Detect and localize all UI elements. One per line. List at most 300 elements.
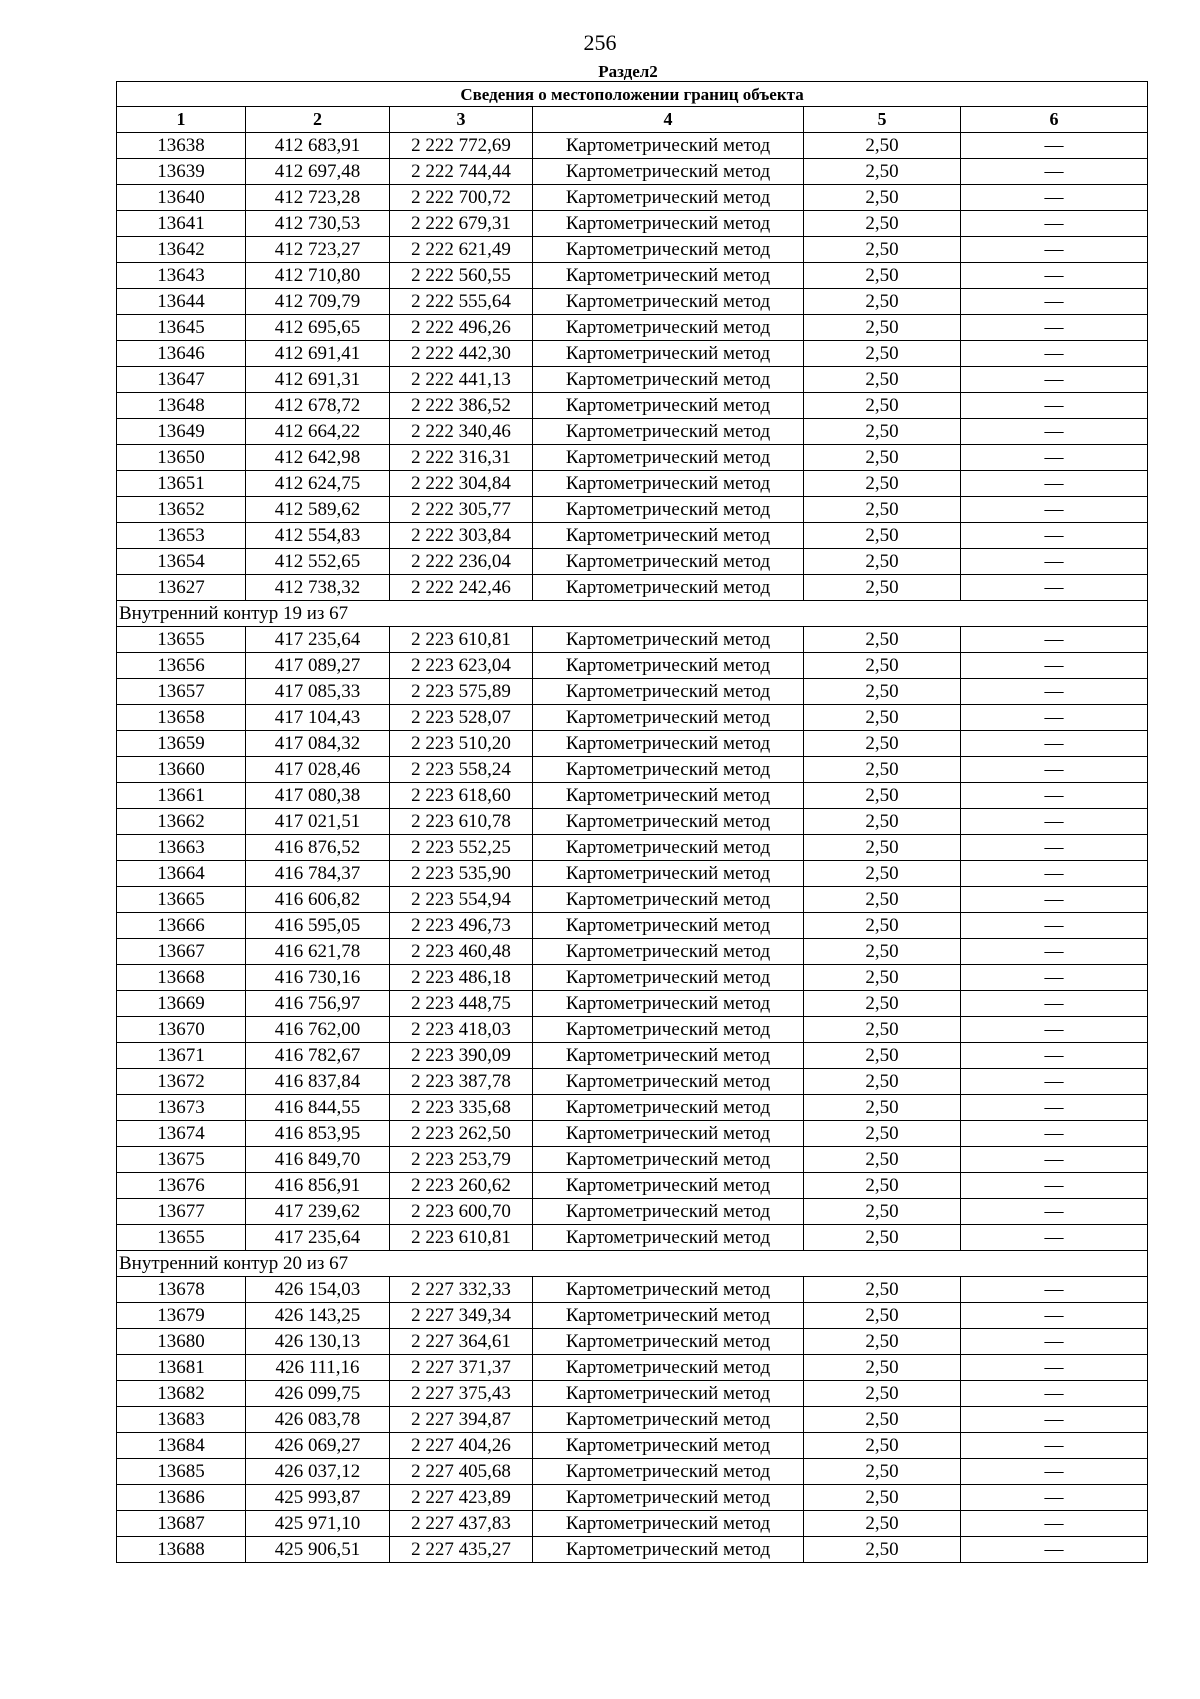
table-row — [117, 1017, 1148, 1043]
x-coordinate-cell: 416 784,37 — [246, 861, 390, 887]
accuracy-cell: 2,50 — [804, 1381, 961, 1407]
y-coordinate-cell: 2 223 528,07 — [390, 705, 533, 731]
point-number-cell: 13639 — [117, 159, 246, 185]
accuracy-cell: 2,50 — [804, 1095, 961, 1121]
method-cell: Картометрический метод — [533, 861, 804, 887]
table-row — [117, 1147, 1148, 1173]
table-row — [117, 1485, 1148, 1511]
method-cell: Картометрический метод — [533, 523, 804, 549]
description-cell: — — [961, 1121, 1148, 1147]
x-coordinate-cell: 426 083,78 — [246, 1407, 390, 1433]
method-cell: Картометрический метод — [533, 1121, 804, 1147]
point-number-cell: 13658 — [117, 705, 246, 731]
method-cell: Картометрический метод — [533, 939, 804, 965]
table-row — [117, 731, 1148, 757]
method-cell: Картометрический метод — [533, 1069, 804, 1095]
accuracy-cell: 2,50 — [804, 367, 961, 393]
description-cell: — — [961, 133, 1148, 159]
description-cell: — — [961, 575, 1148, 601]
y-coordinate-cell: 2 223 448,75 — [390, 991, 533, 1017]
method-cell: Картометрический метод — [533, 1485, 804, 1511]
y-coordinate-cell: 2 222 560,55 — [390, 263, 533, 289]
description-cell: — — [961, 471, 1148, 497]
y-coordinate-cell: 2 227 435,27 — [390, 1537, 533, 1563]
accuracy-cell: 2,50 — [804, 991, 961, 1017]
description-cell: — — [961, 809, 1148, 835]
method-cell: Картометрический метод — [533, 289, 804, 315]
accuracy-cell: 2,50 — [804, 185, 961, 211]
y-coordinate-cell: 2 227 364,61 — [390, 1329, 533, 1355]
y-coordinate-cell: 2 223 510,20 — [390, 731, 533, 757]
method-cell: Картометрический метод — [533, 1173, 804, 1199]
table-row — [117, 1433, 1148, 1459]
accuracy-cell: 2,50 — [804, 1537, 961, 1563]
method-cell: Картометрический метод — [533, 757, 804, 783]
x-coordinate-cell: 425 906,51 — [246, 1537, 390, 1563]
point-number-cell: 13674 — [117, 1121, 246, 1147]
description-cell: — — [961, 757, 1148, 783]
table-row — [117, 913, 1148, 939]
table-row — [117, 315, 1148, 341]
point-number-cell: 13646 — [117, 341, 246, 367]
point-number-cell: 13661 — [117, 783, 246, 809]
method-cell: Картометрический метод — [533, 679, 804, 705]
y-coordinate-cell: 2 223 335,68 — [390, 1095, 533, 1121]
description-cell: — — [961, 835, 1148, 861]
table-row — [117, 1329, 1148, 1355]
x-coordinate-cell: 412 730,53 — [246, 211, 390, 237]
table-row — [117, 757, 1148, 783]
point-number-cell: 13679 — [117, 1303, 246, 1329]
x-coordinate-cell: 412 664,22 — [246, 419, 390, 445]
description-cell: — — [961, 419, 1148, 445]
point-number-cell: 13641 — [117, 211, 246, 237]
point-number-cell: 13685 — [117, 1459, 246, 1485]
x-coordinate-cell: 417 089,27 — [246, 653, 390, 679]
column-header: 6 — [961, 107, 1148, 133]
description-cell: — — [961, 991, 1148, 1017]
table-row — [117, 1537, 1148, 1563]
x-coordinate-cell: 412 691,31 — [246, 367, 390, 393]
method-cell: Картометрический метод — [533, 549, 804, 575]
description-cell: — — [961, 1017, 1148, 1043]
y-coordinate-cell: 2 223 387,78 — [390, 1069, 533, 1095]
method-cell: Картометрический метод — [533, 1199, 804, 1225]
point-number-cell: 13627 — [117, 575, 246, 601]
y-coordinate-cell: 2 223 575,89 — [390, 679, 533, 705]
y-coordinate-cell: 2 223 253,79 — [390, 1147, 533, 1173]
y-coordinate-cell: 2 222 496,26 — [390, 315, 533, 341]
point-number-cell: 13642 — [117, 237, 246, 263]
method-cell: Картометрический метод — [533, 1147, 804, 1173]
accuracy-cell: 2,50 — [804, 913, 961, 939]
x-coordinate-cell: 412 723,27 — [246, 237, 390, 263]
point-number-cell: 13650 — [117, 445, 246, 471]
x-coordinate-cell: 412 710,80 — [246, 263, 390, 289]
method-cell: Картометрический метод — [533, 1407, 804, 1433]
table-row — [117, 887, 1148, 913]
y-coordinate-cell: 2 222 442,30 — [390, 341, 533, 367]
table-row — [117, 497, 1148, 523]
accuracy-cell: 2,50 — [804, 1069, 961, 1095]
table-row — [117, 393, 1148, 419]
point-number-cell: 13675 — [117, 1147, 246, 1173]
y-coordinate-cell: 2 227 371,37 — [390, 1355, 533, 1381]
point-number-cell: 13648 — [117, 393, 246, 419]
description-cell: — — [961, 1407, 1148, 1433]
point-number-cell: 13645 — [117, 315, 246, 341]
y-coordinate-cell: 2 222 679,31 — [390, 211, 533, 237]
method-cell: Картометрический метод — [533, 315, 804, 341]
x-coordinate-cell: 416 606,82 — [246, 887, 390, 913]
description-cell: — — [961, 1069, 1148, 1095]
table-row — [117, 523, 1148, 549]
description-cell: — — [961, 445, 1148, 471]
accuracy-cell: 2,50 — [804, 1043, 961, 1069]
accuracy-cell: 2,50 — [804, 1459, 961, 1485]
x-coordinate-cell: 417 085,33 — [246, 679, 390, 705]
point-number-cell: 13647 — [117, 367, 246, 393]
accuracy-cell: 2,50 — [804, 393, 961, 419]
table-row — [117, 1277, 1148, 1303]
x-coordinate-cell: 412 642,98 — [246, 445, 390, 471]
method-cell: Картометрический метод — [533, 1303, 804, 1329]
table-row — [117, 263, 1148, 289]
description-cell: — — [961, 1043, 1148, 1069]
description-cell: — — [961, 1225, 1148, 1251]
description-cell: — — [961, 289, 1148, 315]
description-cell: — — [961, 393, 1148, 419]
table-row — [117, 1199, 1148, 1225]
accuracy-cell: 2,50 — [804, 1407, 961, 1433]
y-coordinate-cell: 2 222 303,84 — [390, 523, 533, 549]
method-cell: Картометрический метод — [533, 1355, 804, 1381]
accuracy-cell: 2,50 — [804, 679, 961, 705]
accuracy-cell: 2,50 — [804, 575, 961, 601]
method-cell: Картометрический метод — [533, 1277, 804, 1303]
point-number-cell: 13654 — [117, 549, 246, 575]
accuracy-cell: 2,50 — [804, 211, 961, 237]
point-number-cell: 13676 — [117, 1173, 246, 1199]
x-coordinate-cell: 412 695,65 — [246, 315, 390, 341]
x-coordinate-cell: 426 111,16 — [246, 1355, 390, 1381]
table-row — [117, 1511, 1148, 1537]
table-body — [117, 133, 1148, 1563]
y-coordinate-cell: 2 223 600,70 — [390, 1199, 533, 1225]
x-coordinate-cell: 417 080,38 — [246, 783, 390, 809]
description-cell: — — [961, 965, 1148, 991]
x-coordinate-cell: 426 154,03 — [246, 1277, 390, 1303]
y-coordinate-cell: 2 223 554,94 — [390, 887, 533, 913]
point-number-cell: 13673 — [117, 1095, 246, 1121]
column-header: 4 — [533, 107, 804, 133]
y-coordinate-cell: 2 223 618,60 — [390, 783, 533, 809]
description-cell: — — [961, 1537, 1148, 1563]
x-coordinate-cell: 416 856,91 — [246, 1173, 390, 1199]
description-cell: — — [961, 497, 1148, 523]
contour-row — [117, 601, 1148, 627]
method-cell: Картометрический метод — [533, 263, 804, 289]
method-cell: Картометрический метод — [533, 237, 804, 263]
point-number-cell: 13677 — [117, 1199, 246, 1225]
accuracy-cell: 2,50 — [804, 1017, 961, 1043]
method-cell: Картометрический метод — [533, 471, 804, 497]
table-caption-row — [117, 82, 1148, 107]
accuracy-cell: 2,50 — [804, 627, 961, 653]
table-row — [117, 679, 1148, 705]
method-cell: Картометрический метод — [533, 497, 804, 523]
method-cell: Картометрический метод — [533, 1459, 804, 1485]
description-cell: — — [961, 887, 1148, 913]
description-cell: — — [961, 1147, 1148, 1173]
point-number-cell: 13651 — [117, 471, 246, 497]
x-coordinate-cell: 417 021,51 — [246, 809, 390, 835]
y-coordinate-cell: 2 222 340,46 — [390, 419, 533, 445]
description-cell: — — [961, 861, 1148, 887]
method-cell: Картометрический метод — [533, 185, 804, 211]
y-coordinate-cell: 2 227 349,34 — [390, 1303, 533, 1329]
accuracy-cell: 2,50 — [804, 731, 961, 757]
accuracy-cell: 2,50 — [804, 445, 961, 471]
x-coordinate-cell: 426 037,12 — [246, 1459, 390, 1485]
method-cell: Картометрический метод — [533, 133, 804, 159]
x-coordinate-cell: 425 993,87 — [246, 1485, 390, 1511]
x-coordinate-cell: 416 621,78 — [246, 939, 390, 965]
x-coordinate-cell: 416 844,55 — [246, 1095, 390, 1121]
point-number-cell: 13667 — [117, 939, 246, 965]
x-coordinate-cell: 416 849,70 — [246, 1147, 390, 1173]
table-row — [117, 1173, 1148, 1199]
accuracy-cell: 2,50 — [804, 159, 961, 185]
description-cell: — — [961, 653, 1148, 679]
x-coordinate-cell: 412 723,28 — [246, 185, 390, 211]
table-row — [117, 1225, 1148, 1251]
contour-label: Внутренний контур 19 из 67 — [117, 601, 1148, 627]
x-coordinate-cell: 416 853,95 — [246, 1121, 390, 1147]
method-cell: Картометрический метод — [533, 809, 804, 835]
accuracy-cell: 2,50 — [804, 653, 961, 679]
accuracy-cell: 2,50 — [804, 263, 961, 289]
table-row — [117, 185, 1148, 211]
point-number-cell: 13657 — [117, 679, 246, 705]
accuracy-cell: 2,50 — [804, 965, 961, 991]
point-number-cell: 13670 — [117, 1017, 246, 1043]
description-cell: — — [961, 1381, 1148, 1407]
description-cell: — — [961, 1459, 1148, 1485]
point-number-cell: 13683 — [117, 1407, 246, 1433]
accuracy-cell: 2,50 — [804, 1433, 961, 1459]
x-coordinate-cell: 412 738,32 — [246, 575, 390, 601]
point-number-cell: 13684 — [117, 1433, 246, 1459]
y-coordinate-cell: 2 227 404,26 — [390, 1433, 533, 1459]
table-row — [117, 159, 1148, 185]
accuracy-cell: 2,50 — [804, 315, 961, 341]
y-coordinate-cell: 2 222 700,72 — [390, 185, 533, 211]
description-cell: — — [961, 679, 1148, 705]
x-coordinate-cell: 416 876,52 — [246, 835, 390, 861]
table-row — [117, 341, 1148, 367]
method-cell: Картометрический метод — [533, 731, 804, 757]
table-row — [117, 939, 1148, 965]
description-cell: — — [961, 1303, 1148, 1329]
y-coordinate-cell: 2 223 418,03 — [390, 1017, 533, 1043]
description-cell: — — [961, 315, 1148, 341]
table-row — [117, 1121, 1148, 1147]
y-coordinate-cell: 2 222 236,04 — [390, 549, 533, 575]
method-cell: Картометрический метод — [533, 835, 804, 861]
y-coordinate-cell: 2 223 623,04 — [390, 653, 533, 679]
description-cell: — — [961, 1173, 1148, 1199]
method-cell: Картометрический метод — [533, 1537, 804, 1563]
method-cell: Картометрический метод — [533, 1511, 804, 1537]
accuracy-cell: 2,50 — [804, 1199, 961, 1225]
contour-label: Внутренний контур 20 из 67 — [117, 1251, 1148, 1277]
table-row — [117, 471, 1148, 497]
description-cell: — — [961, 1199, 1148, 1225]
point-number-cell: 13659 — [117, 731, 246, 757]
accuracy-cell: 2,50 — [804, 341, 961, 367]
accuracy-cell: 2,50 — [804, 835, 961, 861]
x-coordinate-cell: 412 691,41 — [246, 341, 390, 367]
description-cell: — — [961, 1355, 1148, 1381]
point-number-cell: 13660 — [117, 757, 246, 783]
description-cell: — — [961, 237, 1148, 263]
table-row — [117, 1303, 1148, 1329]
description-cell: — — [961, 367, 1148, 393]
method-cell: Картометрический метод — [533, 159, 804, 185]
point-number-cell: 13663 — [117, 835, 246, 861]
table-row — [117, 809, 1148, 835]
accuracy-cell: 2,50 — [804, 1511, 961, 1537]
contour-row — [117, 1251, 1148, 1277]
y-coordinate-cell: 2 223 260,62 — [390, 1173, 533, 1199]
y-coordinate-cell: 2 223 552,25 — [390, 835, 533, 861]
x-coordinate-cell: 412 552,65 — [246, 549, 390, 575]
x-coordinate-cell: 417 028,46 — [246, 757, 390, 783]
description-cell: — — [961, 549, 1148, 575]
point-number-cell: 13665 — [117, 887, 246, 913]
y-coordinate-cell: 2 227 437,83 — [390, 1511, 533, 1537]
point-number-cell: 13664 — [117, 861, 246, 887]
x-coordinate-cell: 412 683,91 — [246, 133, 390, 159]
point-number-cell: 13681 — [117, 1355, 246, 1381]
point-number-cell: 13687 — [117, 1511, 246, 1537]
x-coordinate-cell: 426 099,75 — [246, 1381, 390, 1407]
description-cell: — — [961, 705, 1148, 731]
table-row — [117, 965, 1148, 991]
table-row — [117, 1381, 1148, 1407]
description-cell: — — [961, 263, 1148, 289]
y-coordinate-cell: 2 227 375,43 — [390, 1381, 533, 1407]
point-number-cell: 13640 — [117, 185, 246, 211]
x-coordinate-cell: 416 595,05 — [246, 913, 390, 939]
point-number-cell: 13662 — [117, 809, 246, 835]
x-coordinate-cell: 412 624,75 — [246, 471, 390, 497]
x-coordinate-cell: 426 130,13 — [246, 1329, 390, 1355]
point-number-cell: 13644 — [117, 289, 246, 315]
accuracy-cell: 2,50 — [804, 783, 961, 809]
point-number-cell: 13671 — [117, 1043, 246, 1069]
x-coordinate-cell: 412 554,83 — [246, 523, 390, 549]
method-cell: Картометрический метод — [533, 783, 804, 809]
point-number-cell: 13655 — [117, 1225, 246, 1251]
accuracy-cell: 2,50 — [804, 1303, 961, 1329]
point-number-cell: 13649 — [117, 419, 246, 445]
y-coordinate-cell: 2 223 262,50 — [390, 1121, 533, 1147]
column-header: 2 — [246, 107, 390, 133]
x-coordinate-cell: 417 104,43 — [246, 705, 390, 731]
accuracy-cell: 2,50 — [804, 1173, 961, 1199]
description-cell: — — [961, 783, 1148, 809]
description-cell: — — [961, 1329, 1148, 1355]
y-coordinate-cell: 2 223 610,78 — [390, 809, 533, 835]
boundary-table — [116, 81, 1148, 1563]
x-coordinate-cell: 412 678,72 — [246, 393, 390, 419]
accuracy-cell: 2,50 — [804, 133, 961, 159]
accuracy-cell: 2,50 — [804, 861, 961, 887]
method-cell: Картометрический метод — [533, 393, 804, 419]
y-coordinate-cell: 2 223 460,48 — [390, 939, 533, 965]
x-coordinate-cell: 416 756,97 — [246, 991, 390, 1017]
description-cell: — — [961, 1511, 1148, 1537]
y-coordinate-cell: 2 222 316,31 — [390, 445, 533, 471]
method-cell: Картометрический метод — [533, 887, 804, 913]
y-coordinate-cell: 2 222 772,69 — [390, 133, 533, 159]
x-coordinate-cell: 416 730,16 — [246, 965, 390, 991]
y-coordinate-cell: 2 227 405,68 — [390, 1459, 533, 1485]
table-row — [117, 367, 1148, 393]
y-coordinate-cell: 2 227 394,87 — [390, 1407, 533, 1433]
y-coordinate-cell: 2 222 304,84 — [390, 471, 533, 497]
x-coordinate-cell: 426 143,25 — [246, 1303, 390, 1329]
accuracy-cell: 2,50 — [804, 523, 961, 549]
method-cell: Картометрический метод — [533, 627, 804, 653]
table-row — [117, 237, 1148, 263]
accuracy-cell: 2,50 — [804, 1329, 961, 1355]
x-coordinate-cell: 426 069,27 — [246, 1433, 390, 1459]
table-row — [117, 289, 1148, 315]
accuracy-cell: 2,50 — [804, 757, 961, 783]
table-row — [117, 705, 1148, 731]
table-row — [117, 211, 1148, 237]
point-number-cell: 13680 — [117, 1329, 246, 1355]
x-coordinate-cell: 412 697,48 — [246, 159, 390, 185]
column-number-row — [117, 107, 1148, 133]
column-header: 1 — [117, 107, 246, 133]
description-cell: — — [961, 1485, 1148, 1511]
method-cell: Картометрический метод — [533, 653, 804, 679]
point-number-cell: 13668 — [117, 965, 246, 991]
table-row — [117, 133, 1148, 159]
description-cell: — — [961, 731, 1148, 757]
table-row — [117, 549, 1148, 575]
point-number-cell: 13638 — [117, 133, 246, 159]
method-cell: Картометрический метод — [533, 965, 804, 991]
description-cell: — — [961, 627, 1148, 653]
y-coordinate-cell: 2 223 610,81 — [390, 1225, 533, 1251]
description-cell: — — [961, 341, 1148, 367]
accuracy-cell: 2,50 — [804, 809, 961, 835]
point-number-cell: 13672 — [117, 1069, 246, 1095]
point-number-cell: 13643 — [117, 263, 246, 289]
table-row — [117, 653, 1148, 679]
table-row — [117, 1043, 1148, 1069]
accuracy-cell: 2,50 — [804, 471, 961, 497]
y-coordinate-cell: 2 222 386,52 — [390, 393, 533, 419]
point-number-cell: 13653 — [117, 523, 246, 549]
method-cell: Картометрический метод — [533, 445, 804, 471]
y-coordinate-cell: 2 227 332,33 — [390, 1277, 533, 1303]
